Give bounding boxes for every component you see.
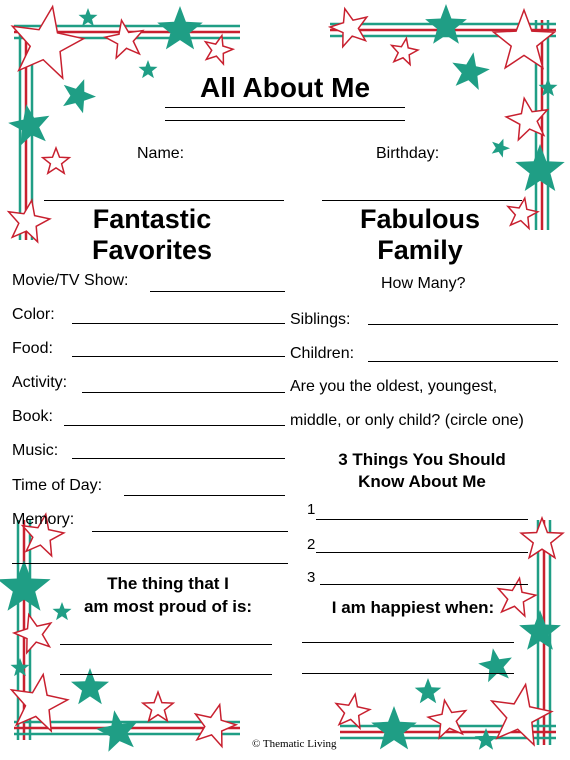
- favorite-time-line[interactable]: [124, 495, 285, 496]
- favorite-memory-line-2[interactable]: [12, 563, 288, 564]
- outline-star-icon: [12, 7, 83, 79]
- proud-line-1[interactable]: [60, 644, 272, 645]
- children-line[interactable]: [368, 361, 558, 362]
- favorite-food-label: Food:: [12, 340, 53, 357]
- teal-star-icon: [452, 52, 490, 90]
- favorite-music-line[interactable]: [72, 458, 285, 459]
- favorite-time-label: Time of Day:: [12, 477, 103, 494]
- proud-line-2[interactable]: [60, 674, 272, 675]
- three-things-heading-line2: Know About Me: [358, 472, 486, 491]
- favorite-food-line[interactable]: [72, 356, 285, 357]
- outline-star-icon: [330, 9, 367, 47]
- fabulous-heading-line1: Fabulous: [360, 204, 480, 234]
- outline-star-icon: [494, 10, 555, 68]
- favorite-book-label: Book:: [12, 408, 53, 425]
- fantastic-heading-line2: Favorites: [91, 235, 213, 265]
- outline-star-icon: [9, 200, 50, 242]
- favorite-movie-line[interactable]: [150, 291, 285, 292]
- outline-star-icon: [143, 692, 173, 721]
- thing-line-2[interactable]: [316, 552, 528, 553]
- outline-star-icon: [336, 694, 370, 728]
- happiest-line-1[interactable]: [302, 642, 514, 643]
- outline-star-icon: [392, 38, 418, 64]
- happiest-line-2[interactable]: [302, 673, 514, 674]
- birthday-line[interactable]: [322, 200, 522, 201]
- favorite-color-label: Color:: [12, 306, 55, 323]
- thing-number-2: 2: [307, 536, 316, 553]
- siblings-label: Siblings:: [290, 311, 351, 328]
- birth-order-question-line2: middle, or only child? (circle one): [290, 412, 524, 429]
- teal-star-icon: [371, 706, 417, 749]
- favorite-activity-line[interactable]: [82, 392, 285, 393]
- outline-star-icon: [196, 705, 237, 747]
- teal-star-icon: [515, 144, 564, 191]
- teal-star-icon: [425, 4, 467, 44]
- happiest-heading: I am happiest when:: [331, 598, 495, 617]
- thing-line-1[interactable]: [316, 519, 528, 520]
- title-underline-1: [165, 107, 405, 108]
- teal-star-icon: [11, 658, 30, 676]
- favorite-memory-line[interactable]: [92, 531, 288, 532]
- title-underline-2: [165, 120, 405, 121]
- how-many-label: How Many?: [381, 275, 466, 292]
- three-things-heading-line1: 3 Things You Should: [338, 450, 506, 469]
- birth-order-question-line1: Are you the oldest, youngest,: [290, 378, 498, 395]
- thing-number-1: 1: [307, 501, 316, 518]
- favorite-music-label: Music:: [12, 442, 59, 459]
- thing-number-3: 3: [307, 569, 316, 586]
- teal-star-icon: [96, 710, 137, 752]
- children-label: Children:: [290, 345, 355, 362]
- copyright-footer: © Thematic Living: [252, 738, 337, 750]
- birthday-label: Birthday:: [376, 145, 440, 162]
- favorite-book-line[interactable]: [64, 425, 285, 426]
- teal-star-icon: [63, 79, 96, 113]
- favorite-memory-label: Memory:: [12, 511, 75, 528]
- siblings-line[interactable]: [368, 324, 558, 325]
- fantastic-heading-line1: Fantastic: [92, 204, 212, 234]
- favorite-color-line[interactable]: [72, 323, 285, 324]
- teal-star-icon: [157, 6, 203, 49]
- favorite-movie-label: Movie/TV Show:: [12, 272, 129, 289]
- teal-star-icon: [492, 139, 510, 158]
- outline-star-icon: [14, 615, 51, 653]
- teal-star-icon: [139, 60, 158, 78]
- proud-heading-line1: The thing that I: [107, 574, 229, 593]
- teal-star-icon: [478, 648, 512, 682]
- outline-star-icon: [205, 36, 233, 65]
- thing-line-3[interactable]: [320, 584, 528, 585]
- teal-star-icon: [79, 8, 98, 26]
- proud-heading-line2: am most proud of is:: [83, 597, 253, 616]
- teal-star-icon: [415, 678, 442, 703]
- teal-star-icon: [8, 104, 49, 146]
- fabulous-heading-line2: Family: [377, 235, 463, 265]
- outline-star-icon: [492, 685, 552, 745]
- favorite-activity-label: Activity:: [12, 374, 68, 391]
- page-title: All About Me: [199, 72, 371, 103]
- name-line[interactable]: [44, 200, 284, 201]
- name-label: Name:: [137, 145, 185, 162]
- outline-star-icon: [43, 148, 70, 173]
